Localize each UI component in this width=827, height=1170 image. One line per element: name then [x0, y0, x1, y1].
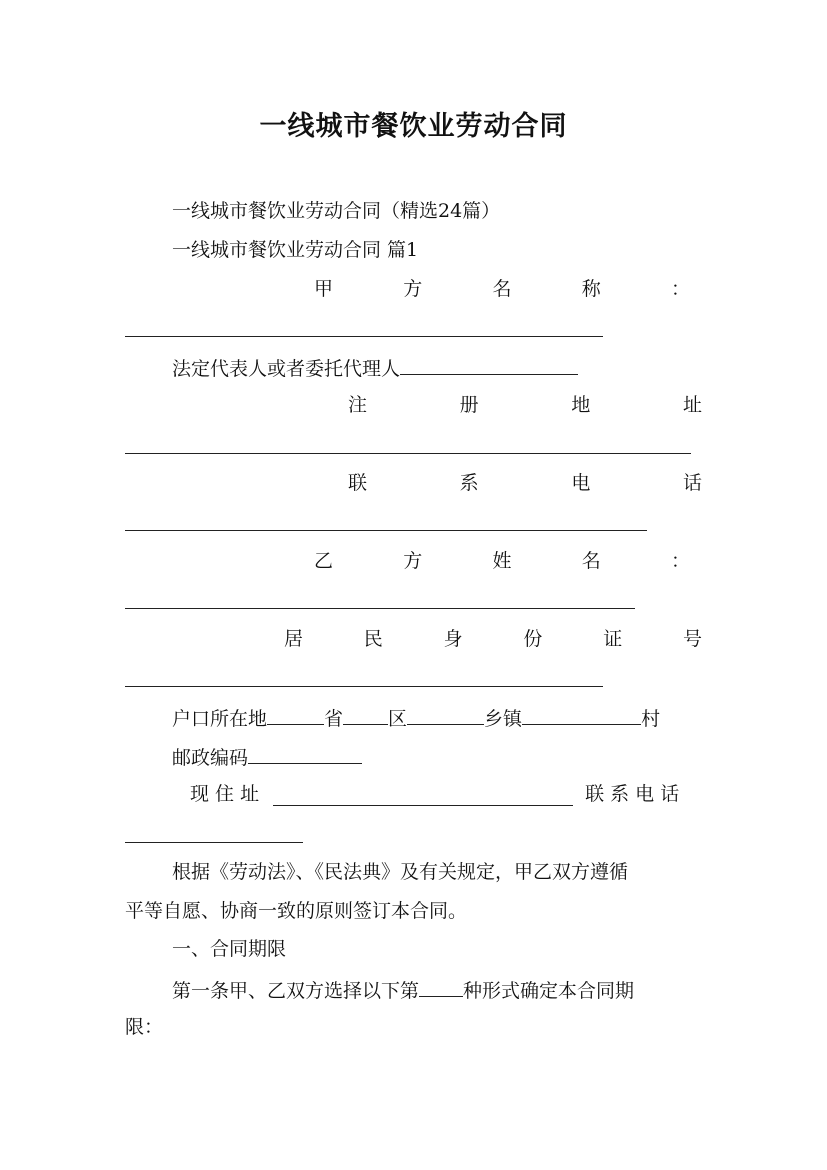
postcode-row	[172, 743, 362, 770]
village-blank	[522, 704, 641, 725]
province-label: 省	[324, 708, 344, 730]
legal-rep-blank	[400, 354, 578, 375]
town-blank	[407, 704, 484, 725]
contact-phone-char: 联	[348, 472, 368, 494]
party-a-char: 方	[403, 278, 423, 300]
registered-address-char: 册	[459, 394, 479, 416]
id-number-char: 身	[443, 628, 463, 650]
party-b-char: 乙	[314, 550, 334, 572]
registered-address-label	[348, 393, 702, 417]
current-address-blank	[273, 785, 573, 806]
article-1-line-2: 限：	[125, 1016, 164, 1038]
party-b-name-blank	[125, 608, 635, 609]
document-title: 一线城市餐饮业劳动合同	[259, 111, 568, 142]
registered-address-blank	[125, 453, 691, 454]
party-a-char: 称	[581, 278, 601, 300]
clause-heading: 一、合同期限	[172, 938, 287, 960]
section-heading: 一线城市餐饮业劳动合同 篇1	[172, 239, 419, 261]
postcode-label: 邮政编码	[172, 747, 249, 769]
district-label: 区	[388, 708, 408, 730]
province-blank	[267, 704, 324, 725]
id-number-char: 民	[363, 628, 383, 650]
party-a-char: 名	[492, 278, 512, 300]
id-number-label	[284, 627, 702, 651]
household-label: 户口所在地	[172, 708, 268, 730]
legal-rep-row	[172, 354, 578, 381]
contact-phone-label	[348, 471, 702, 495]
registered-address-char: 注	[348, 394, 368, 416]
contact-phone-char: 话	[682, 472, 702, 494]
article-1-text-b: 种形式确定本合同期	[463, 980, 635, 1002]
paragraph-1-line-2: 平等自愿、协商一致的原则签订本合同。	[125, 900, 468, 922]
party-b-char: ：	[670, 550, 690, 572]
party-b-char: 姓	[492, 550, 512, 572]
postcode-blank	[248, 743, 362, 764]
legal-rep-label: 法定代表人或者委托代理人	[172, 358, 401, 380]
contact-phone-char: 电	[571, 472, 591, 494]
party-b-char: 名	[581, 550, 601, 572]
paragraph-1-line-1: 根据《劳动法》、《民法典》及有关规定，甲乙双方遵循	[172, 861, 629, 883]
current-phone-blank	[125, 842, 303, 843]
party-a-char: ：	[670, 278, 690, 300]
id-number-char: 号	[682, 628, 702, 650]
article-1-blank	[419, 976, 463, 997]
current-phone-label: 联 系 电 话	[585, 783, 680, 805]
household-row	[172, 704, 660, 731]
id-number-char: 居	[284, 628, 304, 650]
contact-phone-blank	[125, 530, 647, 531]
contact-phone-char: 系	[459, 472, 479, 494]
party-b-char: 方	[403, 550, 423, 572]
article-1-line-1	[172, 976, 634, 1003]
registered-address-char: 地	[571, 394, 591, 416]
id-number-blank	[125, 686, 603, 687]
current-address-label: 现 住 址	[190, 783, 260, 805]
article-1-text-a: 第一条甲、乙双方选择以下第	[172, 980, 420, 1002]
current-address-row	[190, 782, 702, 806]
party-a-name-blank	[125, 336, 603, 337]
id-number-char: 份	[523, 628, 543, 650]
village-label: 村	[641, 708, 661, 730]
registered-address-char: 址	[682, 394, 702, 416]
district-blank	[343, 704, 388, 725]
town-label: 乡镇	[484, 708, 523, 730]
party-a-name-label	[314, 277, 690, 301]
party-b-name-label	[314, 549, 690, 573]
subtitle: 一线城市餐饮业劳动合同（精选24篇）	[172, 200, 501, 222]
party-a-char: 甲	[314, 278, 334, 300]
id-number-char: 证	[603, 628, 623, 650]
